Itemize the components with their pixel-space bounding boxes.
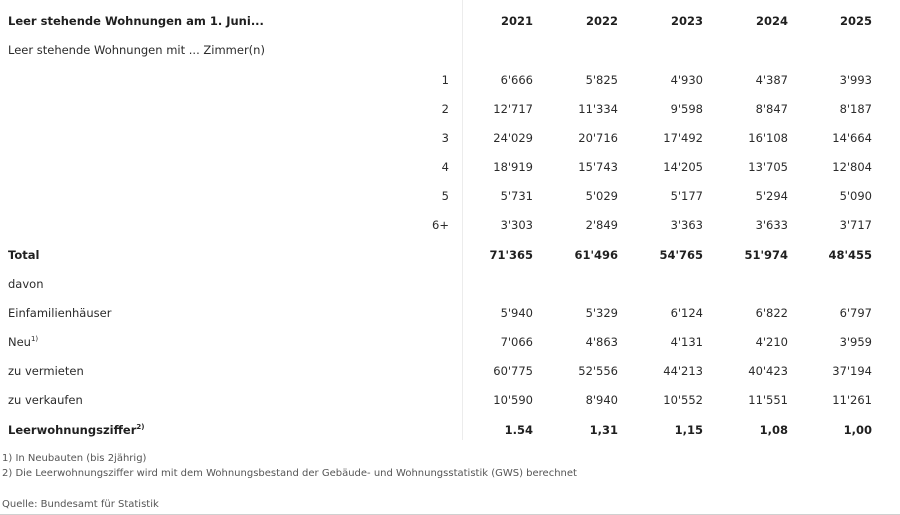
row-label: zu verkaufen xyxy=(8,393,83,407)
table-cell: 5'940 xyxy=(500,306,533,320)
year-header: 2022 xyxy=(585,14,618,28)
table-cell: 5'294 xyxy=(755,189,788,203)
table-cell: 18'919 xyxy=(493,160,533,174)
table-cell: 5'029 xyxy=(585,189,618,203)
room-count-label: 4 xyxy=(441,160,449,174)
rate-row xyxy=(0,416,900,445)
table-cell: 13'705 xyxy=(748,160,788,174)
room-count-label: 3 xyxy=(441,131,449,145)
table-title: Leer stehende Wohnungen am 1. Juni... xyxy=(8,14,264,28)
rooms-section-label: Leer stehende Wohnungen mit ... Zimmer(n) xyxy=(8,43,265,57)
table-row xyxy=(0,153,900,182)
table-cell: 20'716 xyxy=(578,131,618,145)
table-cell: 1,31 xyxy=(589,423,618,437)
table-cell: 1,08 xyxy=(759,423,788,437)
year-header: 2021 xyxy=(500,14,533,28)
table-cell: 14'205 xyxy=(663,160,703,174)
table-cell: 52'556 xyxy=(578,364,618,378)
table-cell: 10'552 xyxy=(663,393,703,407)
table-row xyxy=(0,95,900,124)
table-cell: 16'108 xyxy=(748,131,788,145)
table-cell: 11'261 xyxy=(832,393,872,407)
table-cell: 3'303 xyxy=(500,218,533,232)
footnote-marker: 2) xyxy=(136,423,145,432)
table-cell: 7'066 xyxy=(500,335,533,349)
table-cell: 5'731 xyxy=(500,189,533,203)
source-note: Quelle: Bundesamt für Statistik xyxy=(2,499,159,510)
table-cell: 40'423 xyxy=(748,364,788,378)
table-cell: 60'775 xyxy=(493,364,533,378)
section-label-row xyxy=(0,36,900,65)
table-cell: 4'387 xyxy=(755,73,788,87)
table-cell: 1,00 xyxy=(843,423,872,437)
table-cell: 51'974 xyxy=(744,248,788,262)
rate-label: Leerwohnungsziffer$^{2)}$ xyxy=(8,423,145,437)
room-count-label: 6+ xyxy=(432,218,449,232)
table-cell: 11'551 xyxy=(748,393,788,407)
table-cell: 3'993 xyxy=(839,73,872,87)
footnote-marker: 1) xyxy=(30,335,39,344)
table-cell: 8'847 xyxy=(755,102,788,116)
table-cell: 2'849 xyxy=(585,218,618,232)
table-cell: 8'940 xyxy=(585,393,618,407)
table-cell: 6'797 xyxy=(839,306,872,320)
room-count-label: 2 xyxy=(441,102,449,116)
table-cell: 17'492 xyxy=(663,131,703,145)
table-cell: 3'363 xyxy=(670,218,703,232)
davon-label: davon xyxy=(8,277,44,291)
table-row xyxy=(0,328,900,357)
table-row xyxy=(0,299,900,328)
table-cell: 5'825 xyxy=(585,73,618,87)
table-cell: 3'959 xyxy=(839,335,872,349)
table-cell: 48'455 xyxy=(828,248,872,262)
table-cell: 37'194 xyxy=(832,364,872,378)
footnote-2: 2) Die Leerwohnungsziffer wird mit dem Wohnungsbestand der Gebäude- und Wohnungsstatistik (GWS) berechnet xyxy=(2,468,577,479)
table-cell: 1,15 xyxy=(674,423,703,437)
table-cell: 5'090 xyxy=(839,189,872,203)
table-cell: 4'210 xyxy=(755,335,788,349)
table-cell: 4'863 xyxy=(585,335,618,349)
year-header: 2024 xyxy=(755,14,788,28)
room-count-label: 1 xyxy=(441,73,449,87)
table-row xyxy=(0,386,900,415)
table-cell: 54'765 xyxy=(659,248,703,262)
table-cell: 8'187 xyxy=(839,102,872,116)
table-cell: 24'029 xyxy=(493,131,533,145)
table-cell: 15'743 xyxy=(578,160,618,174)
table-cell: 61'496 xyxy=(574,248,618,262)
table-cell: 71'365 xyxy=(489,248,533,262)
table-row xyxy=(0,211,900,240)
room-count-label: 5 xyxy=(441,189,449,203)
total-label: Total xyxy=(8,248,40,262)
footnote-1: 1) In Neubauten (bis 2jährig) xyxy=(2,453,147,464)
davon-row xyxy=(0,270,900,299)
table-row xyxy=(0,66,900,95)
table-cell: 44'213 xyxy=(663,364,703,378)
table-row xyxy=(0,124,900,153)
table-cell: 1.54 xyxy=(504,423,533,437)
table-cell: 9'598 xyxy=(670,102,703,116)
table-cell: 12'717 xyxy=(493,102,533,116)
year-header: 2025 xyxy=(839,14,872,28)
row-label: zu vermieten xyxy=(8,364,84,378)
table-cell: 11'334 xyxy=(578,102,618,116)
year-header: 2023 xyxy=(670,14,703,28)
table-row xyxy=(0,182,900,211)
table-cell: 3'717 xyxy=(839,218,872,232)
table-row xyxy=(0,357,900,386)
table-cell: 12'804 xyxy=(832,160,872,174)
table-cell: 3'633 xyxy=(755,218,788,232)
row-label: Einfamilienhäuser xyxy=(8,306,112,320)
row-label: Neu$^{1)}$ xyxy=(8,335,39,349)
table-cell: 4'131 xyxy=(670,335,703,349)
table-cell: 14'664 xyxy=(832,131,872,145)
total-row xyxy=(0,241,900,270)
table-header-row xyxy=(0,7,900,36)
table-cell: 5'177 xyxy=(670,189,703,203)
table-cell: 6'124 xyxy=(670,306,703,320)
table-cell: 10'590 xyxy=(493,393,533,407)
table-cell: 6'822 xyxy=(755,306,788,320)
table-cell: 6'666 xyxy=(500,73,533,87)
table-cell: 4'930 xyxy=(670,73,703,87)
table-cell: 5'329 xyxy=(585,306,618,320)
